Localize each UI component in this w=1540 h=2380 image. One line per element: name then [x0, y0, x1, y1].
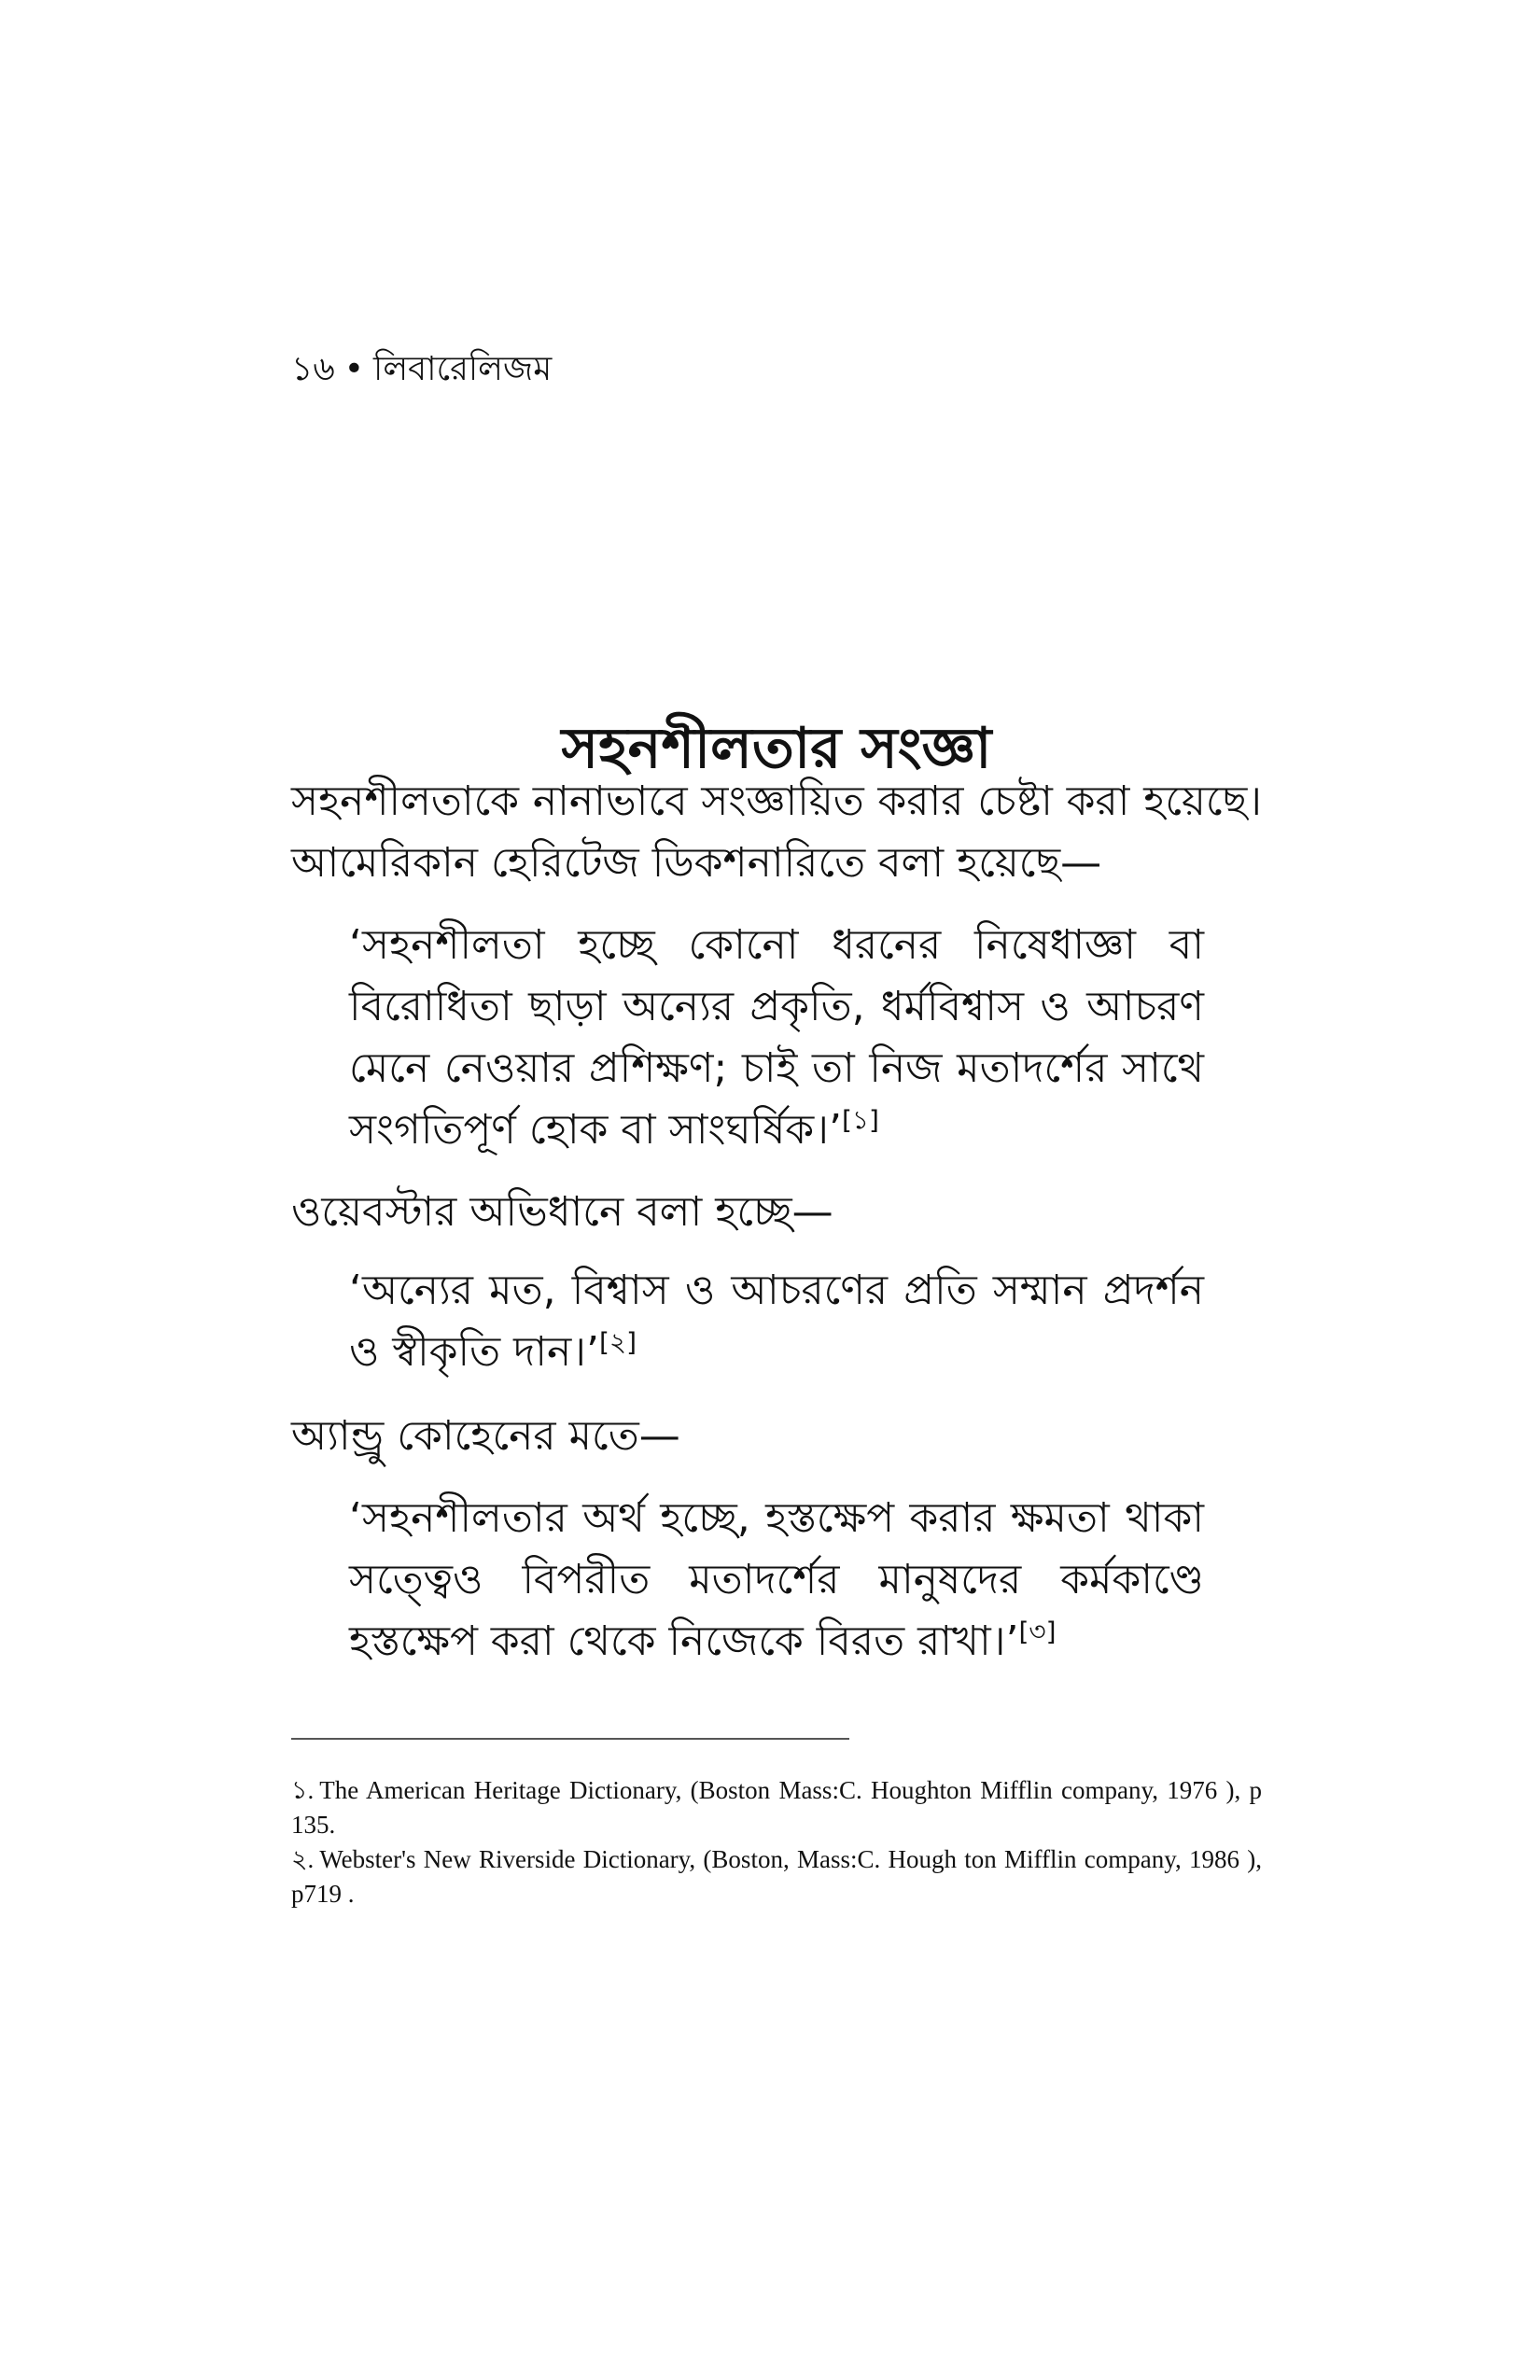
footnote-1: [291, 1773, 1262, 1842]
footnote-text: Webster's New Riverside Dictionary, (Boston, Mass:C. Hough ton Mifflin company, 1986 ), p719 .: [291, 1845, 1262, 1908]
footnote-ref-2: [২]: [598, 1326, 637, 1358]
quote-heritage: [349, 915, 1204, 1161]
footnote-2: [291, 1842, 1262, 1911]
cohen-lead: অ্যান্ড্রু কোহেনের মতে—: [291, 1412, 680, 1460]
footnote-ref-3: [৩]: [1018, 1616, 1057, 1647]
quote-heritage-text: ‘সহনশীলতা হচ্ছে কোনো ধরনের নিষেধাজ্ঞা বা বিরোধিতা ছাড়া অন্যের প্রকৃতি, ধর্মবিশ্বাস ও আচরণ মেনে নেওয়ার প্রশিক্ষণ; চাই তা নিজ মতাদর্শের সাথে সংগতিপূর্ণ হোক বা সাংঘর্ষিক।’: [349, 921, 1204, 1154]
running-header: [291, 347, 552, 392]
intro-paragraph: সহনশীলতাকে নানাভাবে সংজ্ঞায়িত করার চেষ্টা করা হয়েছে। আমেরিকান হেরিটেজ ডিকশনারিতে বলা হয়েছে—: [291, 777, 1262, 887]
footnote-divider: [291, 1738, 849, 1740]
webster-lead: ওয়েবস্টার অভিধানে বলা হচ্ছে—: [291, 1188, 833, 1236]
quote-cohen-text: ‘সহনশীলতার অর্থ হচ্ছে, হস্তক্ষেপ করার ক্ষমতা থাকা সত্ত্বেও বিপরীত মতাদর্শের মানুষদের কর্মকাণ্ডে হস্তক্ষেপ করা থেকে নিজেকে বিরত রাখা।’: [349, 1494, 1204, 1665]
footnote-ref-1: [১]: [841, 1104, 879, 1136]
section-title: সহনশীলতার সংজ্ঞা: [561, 716, 992, 782]
quote-cohen: [349, 1488, 1204, 1673]
quote-webster-text: ‘অন্যের মত, বিশ্বাস ও আচরণের প্রতি সম্মান প্রদর্শন ও স্বীকৃতি দান।’: [349, 1267, 1204, 1376]
header-separator: •: [343, 350, 365, 388]
quote-webster: [349, 1260, 1204, 1383]
footnote-number: ২.: [291, 1845, 315, 1873]
footnotes: [291, 1773, 1262, 1911]
footnote-number: ১.: [291, 1776, 315, 1804]
page-number: ১৬: [291, 350, 335, 388]
book-title: লিবারেলিজম: [373, 350, 553, 388]
footnote-text: The American Heritage Dictionary, (Boston Mass:C. Houghton Mifflin company, 1976 ), p 135.: [291, 1776, 1262, 1839]
